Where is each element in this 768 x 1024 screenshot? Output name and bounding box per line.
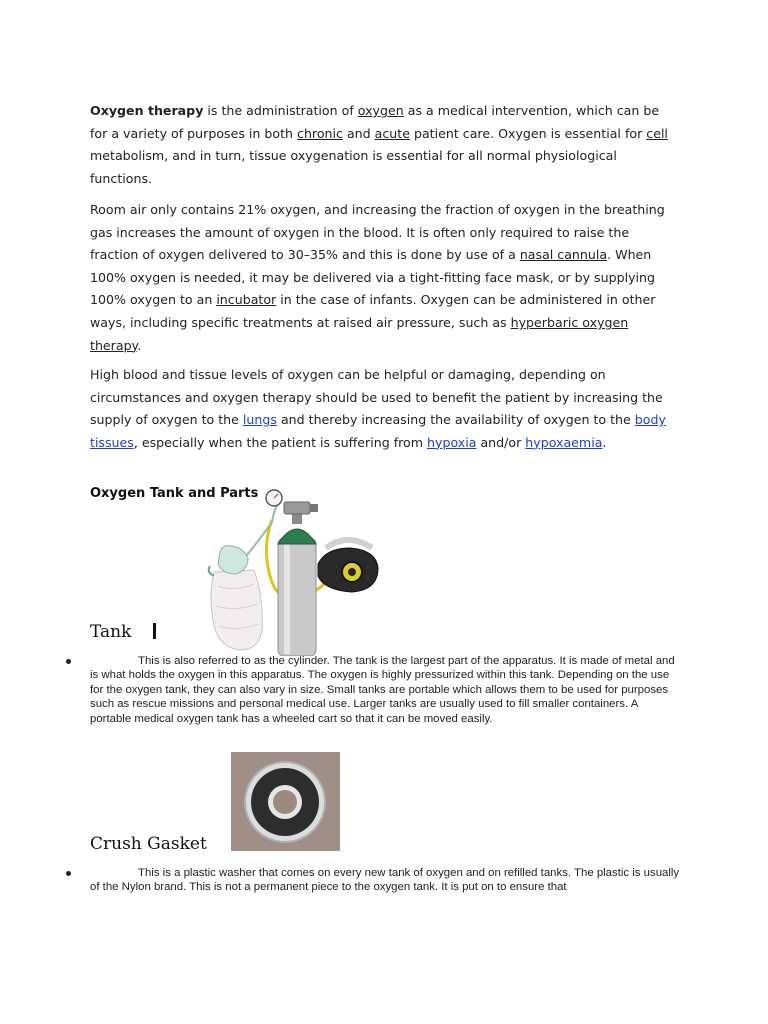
term-oxygen-therapy: Oxygen therapy xyxy=(90,103,204,118)
paragraph-room-air: Room air only contains 21% oxygen, and increasing the fraction of oxygen in the breathing gas increases the amount of oxygen in the blood. It is often only required to raise the fraction of oxygen delivered to 30–35% and this is done by use of a nasal cannula. When 100% oxygen is needed, it may be delivered via a tight-fitting face mask, or by supplying 100% oxygen to an incubator in the case of infants. Oxygen can be administered in other ways, including specific treatments at raised air pressure, such as hyperbaric oxygen therapy. xyxy=(90,202,665,353)
list-item-crush-gasket: This is a plastic washer that comes on every new tank of oxygen and on refilled tanks. The plastic is usually of the Nylon brand. This is not a permanent piece to the oxygen tank. It is put on to ensure that xyxy=(66,866,680,896)
link-oxygen[interactable]: oxygen xyxy=(357,103,404,118)
bullet-icon xyxy=(66,871,71,876)
link-nasal-cannula[interactable]: nasal cannula xyxy=(519,247,608,263)
text-cursor xyxy=(153,623,156,639)
link-hyperbaric-oxygen-therapy[interactable]: hyperbaric oxygen therapy xyxy=(90,314,629,353)
heading-crush-gasket: Crush Gasket xyxy=(90,834,207,854)
link-incubator[interactable]: incubator xyxy=(216,292,277,308)
link-acute[interactable]: acute xyxy=(374,125,410,141)
link-hypoxia[interactable]: hypoxia xyxy=(427,434,477,450)
section-heading-oxygen-tank-parts: Oxygen Tank and Parts xyxy=(90,486,259,501)
face-mask xyxy=(218,546,248,574)
link-lungs[interactable]: lungs xyxy=(242,412,277,428)
bullet-icon xyxy=(66,659,71,664)
reservoir-bag xyxy=(211,570,262,650)
list-item-tank: This is also referred to as the cylinder. The tank is the largest part of the apparatus. It is made of metal and is what holds the oxygen in this apparatus. The oxygen is highly pressurized within this tank. Depending on the use for the oxygen tank, they can also vary in size. Small tanks are portable which allows them to be used for purposes such as rescue missions and personal medical use. Larger tanks are usually used to fill smaller containers. A portable medical oxygen tank has a wheeled cart so that it can be moved easily. xyxy=(66,654,680,726)
link-cell[interactable]: cell xyxy=(646,125,668,141)
oxygen-cylinder xyxy=(278,538,316,656)
paragraph-oxygen-therapy: Oxygen therapy is the administration of oxygen as a medical intervention, which can be for a variety of purposes in both chronic and acute patient care. Oxygen is essential for cell metabolism, and in turn, tissue oxygenation is essential for all normal physiological functions. xyxy=(90,103,668,186)
oxygen-apparatus-image xyxy=(200,486,385,656)
link-hypoxaemia[interactable]: hypoxaemia xyxy=(525,434,603,450)
crush-gasket-image xyxy=(231,752,340,851)
link-chronic[interactable]: chronic xyxy=(297,125,343,141)
link-body-tissues[interactable]: body tissues xyxy=(90,412,666,450)
paragraph-blood-levels: High blood and tissue levels of oxygen can be helpful or damaging, depending on circumstances and oxygen therapy should be used to benefit the patient by increasing the supply of oxygen to the lungs and thereby increasing the availability of oxygen to the body tissues, especially when the patient is suffering from hypoxia and/or hypoxaemia. xyxy=(90,367,666,450)
heading-tank: Tank xyxy=(90,622,156,642)
